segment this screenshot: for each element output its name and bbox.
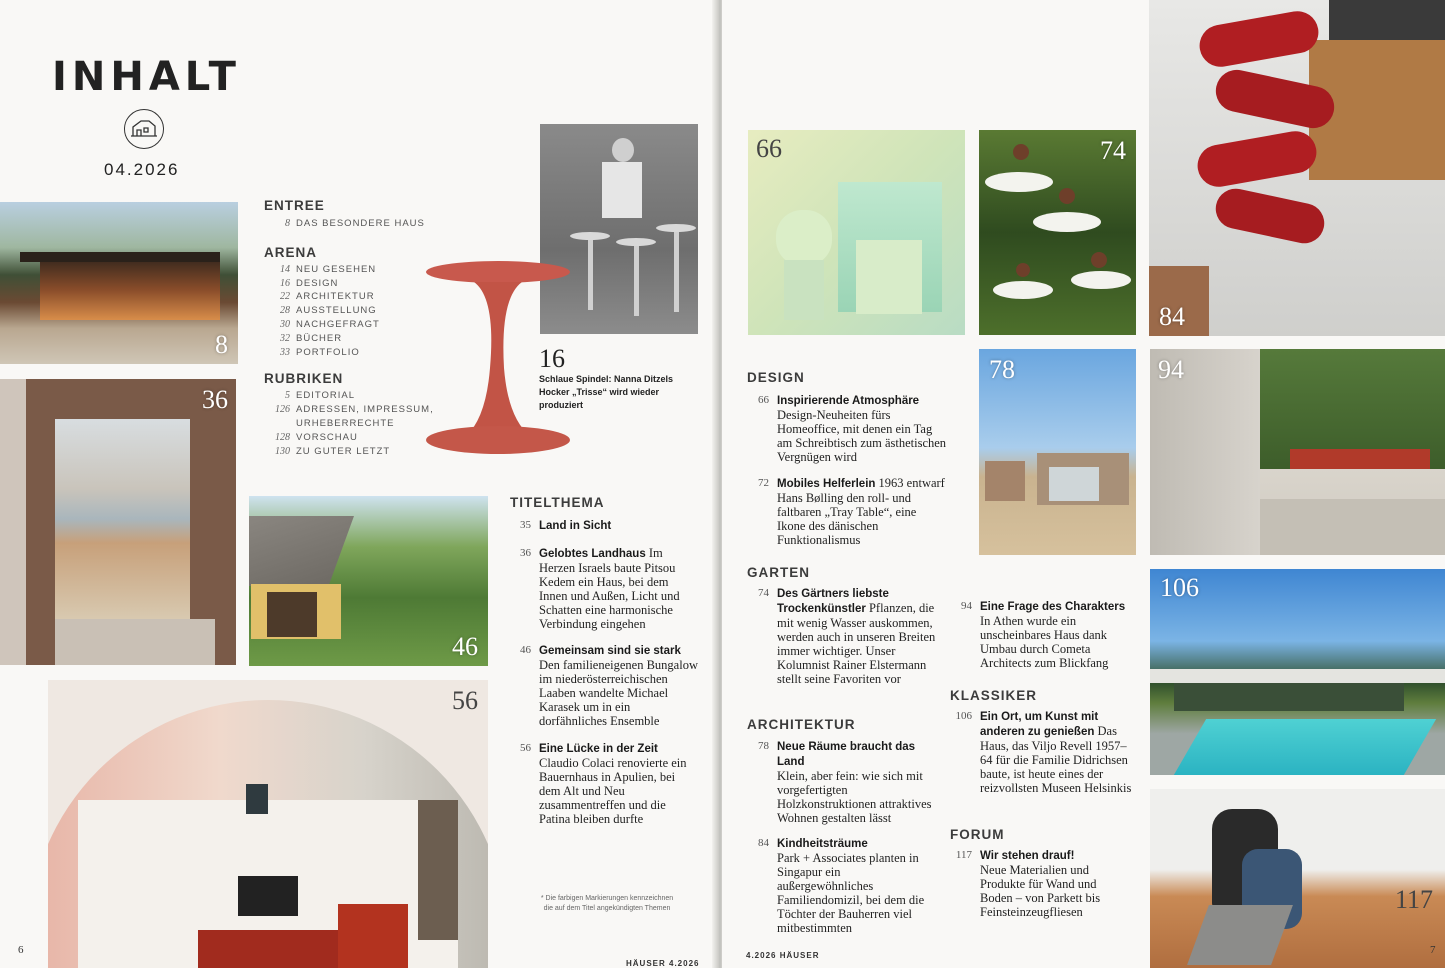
page-number-84: 84 bbox=[1159, 302, 1185, 331]
photo-house-evening bbox=[0, 202, 238, 364]
section-klassiker: KLASSIKER bbox=[950, 688, 1038, 703]
page-number-36: 36 bbox=[202, 385, 228, 414]
photo-wooden-cabins bbox=[979, 349, 1136, 555]
photo-green-furniture bbox=[748, 130, 965, 335]
toc-entry-106: 106 Ein Ort, um Kunst mit anderen zu genießen Das Haus, das Viljo Revell 1957–64 für die Familie Didrichsen baute, ist heute eines der reizvollsten Museen Helsinkis bbox=[955, 710, 1132, 795]
toc-item: 126 ADRESSEN, IMPRESSUM, bbox=[275, 404, 434, 416]
toc-entry-35: 35 Land in Sicht bbox=[520, 519, 612, 532]
house-logo-icon bbox=[124, 109, 164, 149]
toc-item: 16 DESIGN bbox=[280, 277, 339, 289]
section-rubriken: RUBRIKEN bbox=[264, 371, 344, 387]
footnote: * Die farbigen Markierungen kennzeichnen die auf dem Titel angekündigten Themen bbox=[540, 895, 674, 912]
page-number-16: 16 bbox=[539, 344, 565, 373]
page-number-46: 46 bbox=[452, 632, 478, 661]
photo-bungalow-garden bbox=[249, 496, 488, 666]
page-number-94: 94 bbox=[1158, 355, 1184, 384]
toc-entry-94: 94 Eine Frage des Charakters In Athen wurde ein unscheinbares Haus dank Umbau durch Cometa Architects zum Blickfang bbox=[961, 600, 1126, 670]
page-number-74: 74 bbox=[1100, 136, 1126, 165]
toc-item: 28 AUSSTELLUNG bbox=[280, 305, 377, 317]
toc-item: 32 BÜCHER bbox=[280, 332, 343, 344]
toc-entry-117: 117 Wir stehen drauf! Neue Materialien und Produkte für Wand und Boden – von Parkett bis Feinsteinzeugfliesen bbox=[955, 849, 1101, 919]
toc-item: 14 NEU GESEHEN bbox=[280, 263, 377, 275]
toc-entry-78: 78 Neue Räume braucht das Land Klein, aber fein: wie sich mit vorgefertigten Holzkonstruktionen attraktives Wohnen gestalten lässt bbox=[758, 740, 932, 825]
section-entree: ENTREE bbox=[264, 198, 325, 213]
toc-item: 22 ARCHITEKTUR bbox=[280, 291, 375, 303]
toc-entry-66: 66 Inspirierende Atmosphäre Design-Neuheiten fürs Homeoffice, mit denen ein Tag am Schreibtisch zum ästhetischen Vergnügen wird bbox=[758, 394, 947, 464]
page-number-117: 117 bbox=[1394, 885, 1433, 914]
toc-entry-56: 56 Eine Lücke in der Zeit Claudio Colaci renovierte ein Bauernhaus in Apulien, bei dem Alt und Neu zusammentreffen und die Patina bleiben durfte bbox=[520, 742, 687, 826]
page-number-66: 66 bbox=[756, 134, 782, 163]
photo-museum-pool bbox=[1150, 569, 1445, 775]
section-garten: GARTEN bbox=[747, 565, 810, 580]
issue-date: 04.2026 bbox=[104, 160, 180, 179]
toc-item: 33 PORTFOLIO bbox=[280, 346, 360, 358]
section-design: DESIGN bbox=[747, 370, 805, 385]
photo-vaulted-farmhouse bbox=[48, 680, 488, 968]
toc-item: URHEBERRECHTE bbox=[296, 417, 395, 429]
section-forum: FORUM bbox=[950, 827, 1005, 842]
toc-entry-46: 46 Gemeinsam sind sie stark Den familieneigenen Bungalow im niederösterreichischen Laaben wandelte Michael Karasek um in ein dorfähnliches Ensemble bbox=[520, 644, 698, 728]
caption-16: Schlaue Spindel: Nanna Ditzels Hocker „Trisse“ wird wieder produziert bbox=[539, 374, 674, 410]
photo-floor-installers bbox=[1150, 789, 1445, 968]
page-number-78: 78 bbox=[989, 355, 1015, 384]
section-arena: ARENA bbox=[264, 244, 318, 260]
photo-athens-courtyard bbox=[1150, 349, 1445, 555]
toc-entry-72: 72 Mobiles Helferlein 1963 entwarf Hans Bølling den roll- und faltbaren „Tray Table“, eine Ikone des dänischen Funktionalismus bbox=[758, 476, 945, 547]
footer-right: 4.2026 HÄUSER bbox=[746, 951, 820, 960]
folio-left: 6 bbox=[18, 944, 24, 956]
section-titelthema: TITELTHEMA bbox=[510, 495, 605, 510]
folio-right: 7 bbox=[1430, 944, 1436, 956]
toc-item: 8 DAS BESONDERE HAUS bbox=[285, 218, 425, 229]
toc-entry-84: 84 Kindheitsträume Park + Associates planten in Singapur ein außergewöhnliches Familiendomizil, bei dem die Töchter der Bauherren viel mitbestimmten bbox=[758, 837, 925, 935]
photo-white-coneflowers bbox=[979, 130, 1136, 335]
page-number-106: 106 bbox=[1160, 573, 1199, 602]
page-number-8: 8 bbox=[215, 330, 228, 359]
toc-item: 5 EDITORIAL bbox=[285, 390, 355, 402]
toc-item: 130 ZU GUTER LETZT bbox=[275, 445, 391, 457]
toc-entry-36: 36 Gelobtes Landhaus Im Herzen Israels baute Pitsou Kedem ein Haus, bei dem Innen und Außen, Licht und Schatten eine harmonische Verbindung eingehen bbox=[520, 546, 680, 631]
right-page bbox=[722, 0, 1445, 968]
toc-column bbox=[264, 198, 434, 458]
photo-red-spiral-stair bbox=[1149, 0, 1445, 336]
footer-left: HÄUSER 4.2026 bbox=[626, 959, 700, 968]
photo-stone-house-view bbox=[0, 379, 236, 665]
toc-item: 30 NACHGEFRAGT bbox=[280, 318, 380, 330]
page-number-56: 56 bbox=[452, 686, 478, 715]
section-architektur: ARCHITEKTUR bbox=[747, 717, 856, 732]
left-page bbox=[0, 0, 718, 968]
toc-item: 128 VORSCHAU bbox=[275, 431, 358, 443]
toc-entry-74: 74 Des Gärtners liebste Trockenkünstler Pflanzen, die mit wenig Wasser auskommen, werden auch in unseren Breiten immer wichtiger. Unser Kolumnist Rainer Elstermann stellt seine Favoriten vor bbox=[758, 587, 936, 686]
page-title: INHALT bbox=[52, 54, 241, 100]
